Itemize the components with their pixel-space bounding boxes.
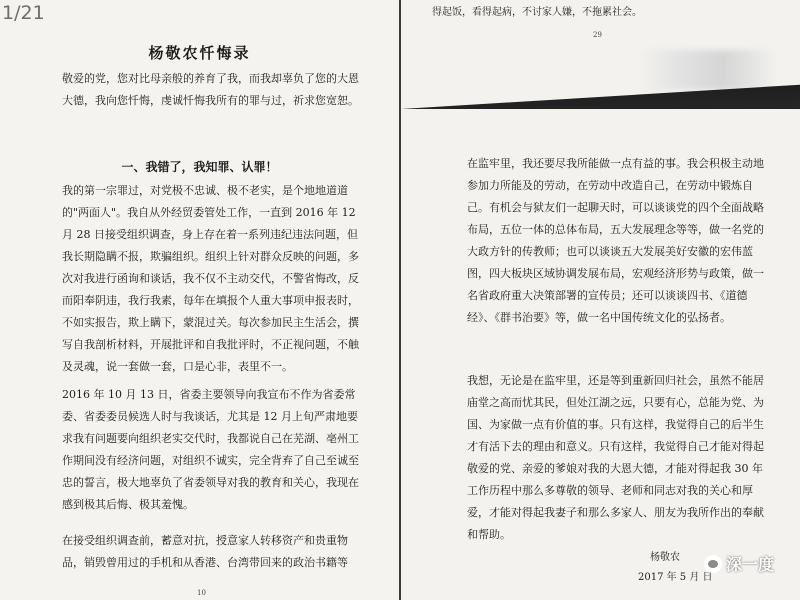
document-title: 杨敬农忏悔录	[148, 44, 251, 62]
paragraph-prison-work: 在监牢里，我还要尽我所能做一点有益的事。我会积极主动地参加力所能及的劳动，在劳动中改造自己，在劳动中锻炼自己。有机会与狱友们一起聊天时，可以谈谈党的四个全面战略布局，五位一体的总体布局，五大发展理念等等，做一名党的大政方针的传教师；也可以谈谈五大发展美好安徽的宏伟蓝图，四大板块区域协调发展布局，宏观经济形势与政策，做一名省政府重大决策部署的宣传员；还可以谈谈四书、《道德经》、《群书治要》等，做一名中国传统文化的弘扬者。	[467, 157, 764, 324]
watermark	[704, 552, 774, 575]
right-page-number: 29	[593, 31, 602, 39]
wechat-bubble-icon	[704, 555, 722, 573]
paragraph-2016-talk: 2016 年 10 月 13 日，省委主要领导向我宣布不作为省委常委、省委委员候选人时与我谈话，尤其是 12 月上旬严肃地要求我有问题要向组织老实交代时，我都说自己在芜湖、亳州工作期间没有经济问题，对组织不诚实，完全背弃了自己至诚至忠的誓言，极大地辜负了省委领导对我的教育和关心，我现在感到极其后悔、极其羞愧。	[62, 388, 359, 511]
right-page-top-line: 得起饭，看得起病，不讨家人嫌，不拖累社会。	[432, 7, 642, 18]
left-document-page	[0, 0, 399, 600]
watermark-text: 深一度	[726, 555, 775, 574]
signature-date: 2017 年 5 月 日	[638, 572, 713, 583]
section-heading: 一、我错了，我知罪、认罪！	[121, 160, 278, 174]
paragraph-obstruction: 在接受组织调查前，蓄意对抗，授意家人转移资产和贵重物品，销毁曾用过的手机和从香港、台湾带回来的政治书籍等	[62, 534, 348, 569]
greeting-paragraph: 敬爱的党，您对比母亲般的养育了我，而我却辜负了您的大恩大德，我向您忏悔，虔诚忏悔我所有的罪与过，祈求您宽恕。	[62, 72, 359, 107]
redaction-blur	[640, 50, 780, 90]
paragraph-first-sin: 我的第一宗罪过，对党极不忠诚、极不老实，是个地地道道的"两面人"。我自从外经贸委管处工作，一直到 2016 年 12 月 28 日接受组织调查，身上存在着一系列违纪违法问题，但我长期隐瞒不报，欺骗组织。组织上针对群众反映的问题，多次对我进行函询和谈话，我不仅不主动交代，不警省悔改，反而阳奉阴违，我行我素，每年在填报个人重大事项申报表时，不如实报告，欺上瞒下，蒙混过关。每次参加民主生活会，撰写自我剖析材料，开展批评和自我批评时，不正视问题，不触及灵魂，说一套做一套，口是心非，表里不一。	[62, 184, 360, 373]
signature: 杨敬农	[650, 552, 680, 563]
page-counter: 1/21	[2, 2, 45, 24]
left-page-number: 10	[197, 589, 206, 597]
paragraph-reflection: 我想，无论是在监牢里，还是等到重新回归社会，虽然不能居庙堂之高而忧其民，但处江湖之远，只要有心，总能为党、为国、为家做一点有价值的事。只有这样，我觉得自己的后半生才有活下去的理由和意义。只有这样，我觉得自己才能对得起敬爱的党、亲爱的爹娘对我的大恩大德，才能对得起我 30 年工作历程中那么多尊敬的领导、老师和同志对我的关心和厚爱，才能对得起我妻子和那么多家人、朋友为我所作出的奉献和帮助。	[467, 374, 764, 541]
